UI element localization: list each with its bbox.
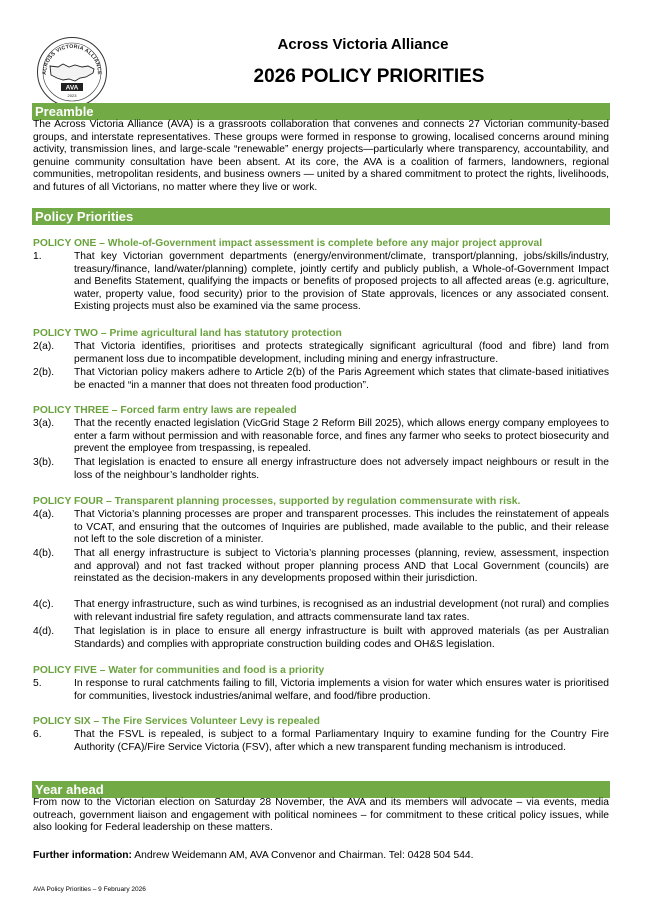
item-text: That Victoria’s planning processes are proper and transparent processes. This includes the reinstatement of appeals to VCAT, and ensuring that the outcomes of Inquiries are published, made available to the public, and their release not left to the sole discretion of a minister. xyxy=(74,509,609,546)
item-number: 6. xyxy=(33,729,42,740)
item-number: 4(a). xyxy=(33,509,55,520)
doc-title: 2026 POLICY PRIORITIES xyxy=(253,66,485,87)
policy-item-2a xyxy=(33,341,609,366)
item-number: 3(a). xyxy=(33,418,55,429)
item-text: That all energy infrastructure is subject to Victoria’s planning processes (planning, review, assessment, inspection and approval) and not fast tracked without proper planning process AND that Local Government (councils) are reinstated as the decision-makers in any developments proposed within their jurisdiction. xyxy=(74,548,609,585)
item-number: 2(a). xyxy=(33,341,55,352)
policy-item-4c xyxy=(33,599,609,624)
policy-three-heading: POLICY THREE – Forced farm entry laws are repealed xyxy=(33,405,297,416)
policy-priorities-heading: Policy Priorities xyxy=(32,208,610,225)
policy-item-5 xyxy=(33,678,609,703)
item-number: 3(b). xyxy=(33,457,55,468)
policy-item-2b xyxy=(33,367,609,392)
logo-year-text: 2023 xyxy=(67,93,77,98)
policy-item-3a xyxy=(33,418,609,456)
policy-one-heading: POLICY ONE – Whole-of-Government impact assessment is complete before any major project approval xyxy=(33,238,543,249)
item-number: 4(b). xyxy=(33,548,55,559)
policy-four-heading: POLICY FOUR – Transparent planning processes, supported by regulation commensurate with risk. xyxy=(33,496,521,507)
item-text: That energy infrastructure, such as wind turbines, is recognised as an industrial development (not rural) and complies with relevant industrial fire safety regulation, and attracts commensurate land tax rates. xyxy=(74,599,609,623)
item-text: That legislation is enacted to ensure all energy infrastructure does not adversely impact neighbours or result in the loss of the neighbour’s landholder rights. xyxy=(74,457,609,481)
item-text: That the recently enacted legislation (VicGrid Stage 2 Reform Bill 2025), which allows energy company employees to enter a farm without permission and with reasonable force, and fines any farmer who seeks to protect biosecurity and prevent the employee from trespassing, is repealed. xyxy=(74,418,609,455)
item-text: That the FSVL is repealed, is subject to a formal Parliamentary Inquiry to examine funding for the Country Fire Authority (CFA)/Fire Service Victoria (FSV), after which a new transparent funding mechanism is introduced. xyxy=(74,729,609,753)
preamble-text: The Across Victoria Alliance (AVA) is a grassroots collaboration that convenes and connects 27 Victorian community-based groups, and interstate representatives. These groups were formed in response to growing, localised concerns around mining activity, transmission lines, and large-scale “renewable” energy projects—particularly where transparency, accountability, and genuine community consultation have been absent. At its core, the AVA is a coalition of farmers, landowners, regional communities, metropolitan residents, and business owners — united by a shared commitment to protect the rights, livelihoods, and futures of all Victorians, no matter where they live or work. xyxy=(33,119,609,193)
org-name: Across Victoria Alliance xyxy=(277,36,449,53)
item-number: 4(c). xyxy=(33,599,54,610)
policy-five-heading: POLICY FIVE – Water for communities and food is a priority xyxy=(33,665,325,676)
policy-item-4b xyxy=(33,548,609,586)
preamble-heading: Preamble xyxy=(32,103,610,120)
item-text: That Victoria identifies, prioritises and protects strategically significant agricultural (food and fibre) land from permanent loss due to incompatible development, including mining and energy infrastructure. xyxy=(74,341,609,365)
item-text: In response to rural catchments failing to fill, Victoria implements a vision for water which ensures water is prioritised for communities, livestock industries/animal welfare, and food/fibre production. xyxy=(74,678,609,702)
item-number: 1. xyxy=(33,251,42,262)
policy-item-4d xyxy=(33,626,609,651)
policy-item-4a xyxy=(33,509,609,547)
item-number: 2(b). xyxy=(33,367,55,378)
item-text: That legislation is in place to ensure all energy infrastructure is built with approved materials (as per Australian Standards) and complies with appropriate construction building codes and OH&S legislation. xyxy=(74,626,609,650)
year-ahead-text: From now to the Victorian election on Saturday 28 November, the AVA and its members will advocate – via events, media outreach, government liaison and engagement with political nominees – for commitment to these critical policy issues, while also looking for Federal leadership on these matters. xyxy=(33,797,609,834)
footer-text: AVA Policy Priorities – 9 February 2026 xyxy=(33,886,146,893)
further-information xyxy=(33,850,609,863)
further-label: Further information: xyxy=(33,850,132,861)
item-text: That Victorian policy makers adhere to Article 2(b) of the Paris Agreement which states that climate-based initiatives be enacted “in a manner that does not threaten food production”. xyxy=(74,367,609,391)
policy-item-1 xyxy=(33,251,609,314)
policy-six-heading: POLICY SIX – The Fire Services Volunteer Levy is repealed xyxy=(33,716,320,727)
policy-two-heading: POLICY TWO – Prime agricultural land has statutory protection xyxy=(33,328,342,339)
further-contact: Andrew Weidemann AM, AVA Convenor and Chairman. Tel: 0428 504 544. xyxy=(134,850,474,861)
item-number: 4(d). xyxy=(33,626,55,637)
year-ahead-heading: Year ahead xyxy=(32,781,610,798)
policy-item-3b xyxy=(33,457,609,482)
item-text: That key Victorian government departments (energy/environment/climate, transport/planning, jobs/skills/industry, treasury/finance, land/water/planning) complete, jointly certify and publicly publish, a Whole-of-Government Impact and Benefits Statement, qualifying the impacts or benefits of proposed projects to all affected areas (e.g. agriculture, water, property value, food security) prior to the provision of State approvals, licences or any associated consent. Existing projects must also be examined via the same process. xyxy=(74,251,609,313)
policy-item-6 xyxy=(33,729,609,754)
item-number: 5. xyxy=(33,678,42,689)
logo-ring-text: ACROSS VICTORIA ALLIANCE xyxy=(41,43,103,76)
logo-badge-text: AVA xyxy=(65,84,79,92)
